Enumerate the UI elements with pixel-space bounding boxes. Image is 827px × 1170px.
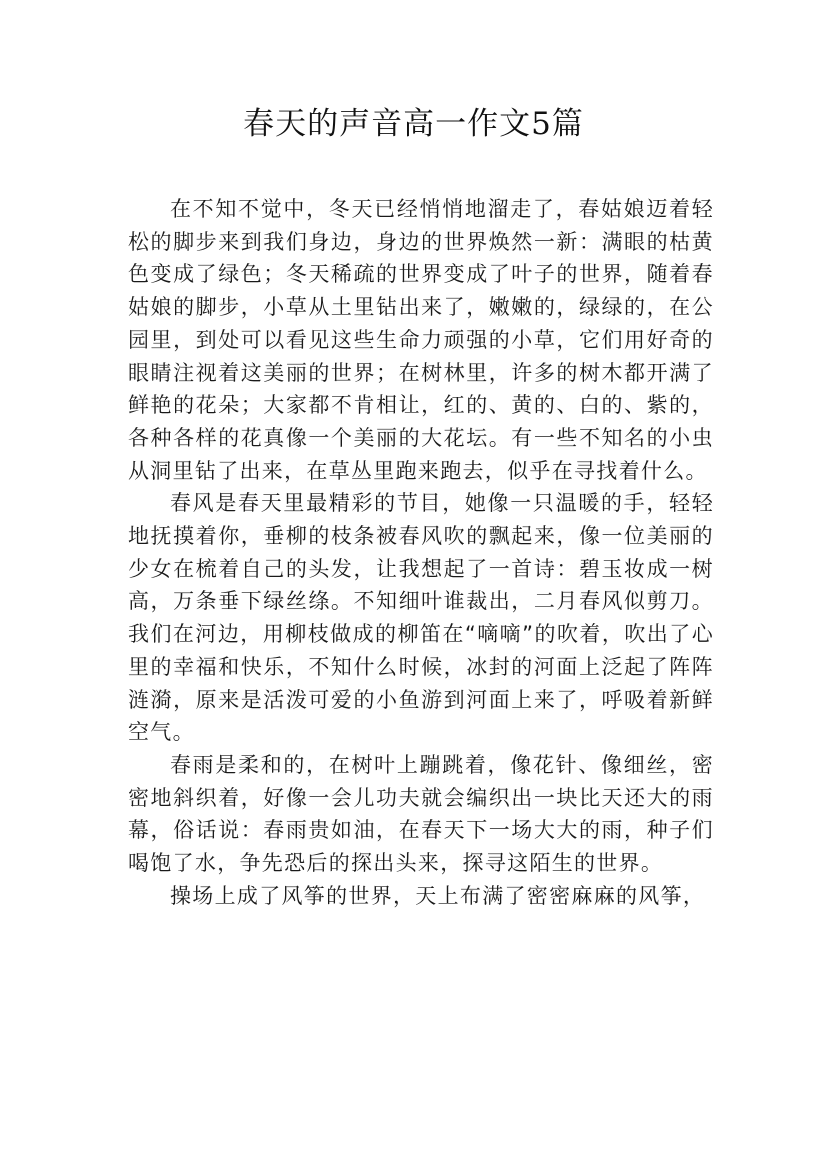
paragraph: 春雨是柔和的，在树叶上蹦跳着，像花针、像细丝，密密地斜织着，好像一会儿功夫就会编织出一块比天还大的雨幕，俗话说：春雨贵如油，在春天下一场大大的雨，种子们喝饱了水，争先恐后的探出头来，探寻这陌生的世界。 [128,752,714,876]
document-body [128,193,714,912]
paragraph: 操场上成了风筝的世界，天上布满了密密麻麻的风筝， [170,883,706,908]
paragraph: 春风是春天里最精彩的节目，她像一只温暖的手，轻轻地抚摸着你，垂柳的枝条被春风吹的飘起来，像一位美丽的少女在梳着自己的头发，让我想起了一首诗：碧玉妆成一树高，万条垂下绿丝绦。不知细叶谁裁出，二月春风似剪刀。我们在河边，用柳枝做成的柳笛在“嘀嘀”的吹着，吹出了心里的幸福和快乐，不知什么时候，冰封的河面上泛起了阵阵涟漪，原来是活泼可爱的小鱼游到河面上来了，呼吸着新鲜空气。 [128,491,714,745]
document-title: 春天的声音高一作文5篇 [243,106,584,142]
paragraph: 在不知不觉中，冬天已经悄悄地溜走了，春姑娘迈着轻松的脚步来到我们身边，身边的世界焕然一新：满眼的枯黄色变成了绿色；冬天稀疏的世界变成了叶子的世界，随着春姑娘的脚步，小草从土里钻出来了，嫩嫩的，绿绿的，在公园里，到处可以看见这些生命力顽强的小草，它们用好奇的眼睛注视着这美丽的世界；在树林里，许多的树木都开满了鲜艳的花朵；大家都不肯相让，红的、黄的、白的、紫的，各种各样的花真像一个美丽的大花坛。有一些不知名的小虫从洞里钻了出来，在草丛里跑来跑去，似乎在寻找着什么。 [128,197,714,483]
